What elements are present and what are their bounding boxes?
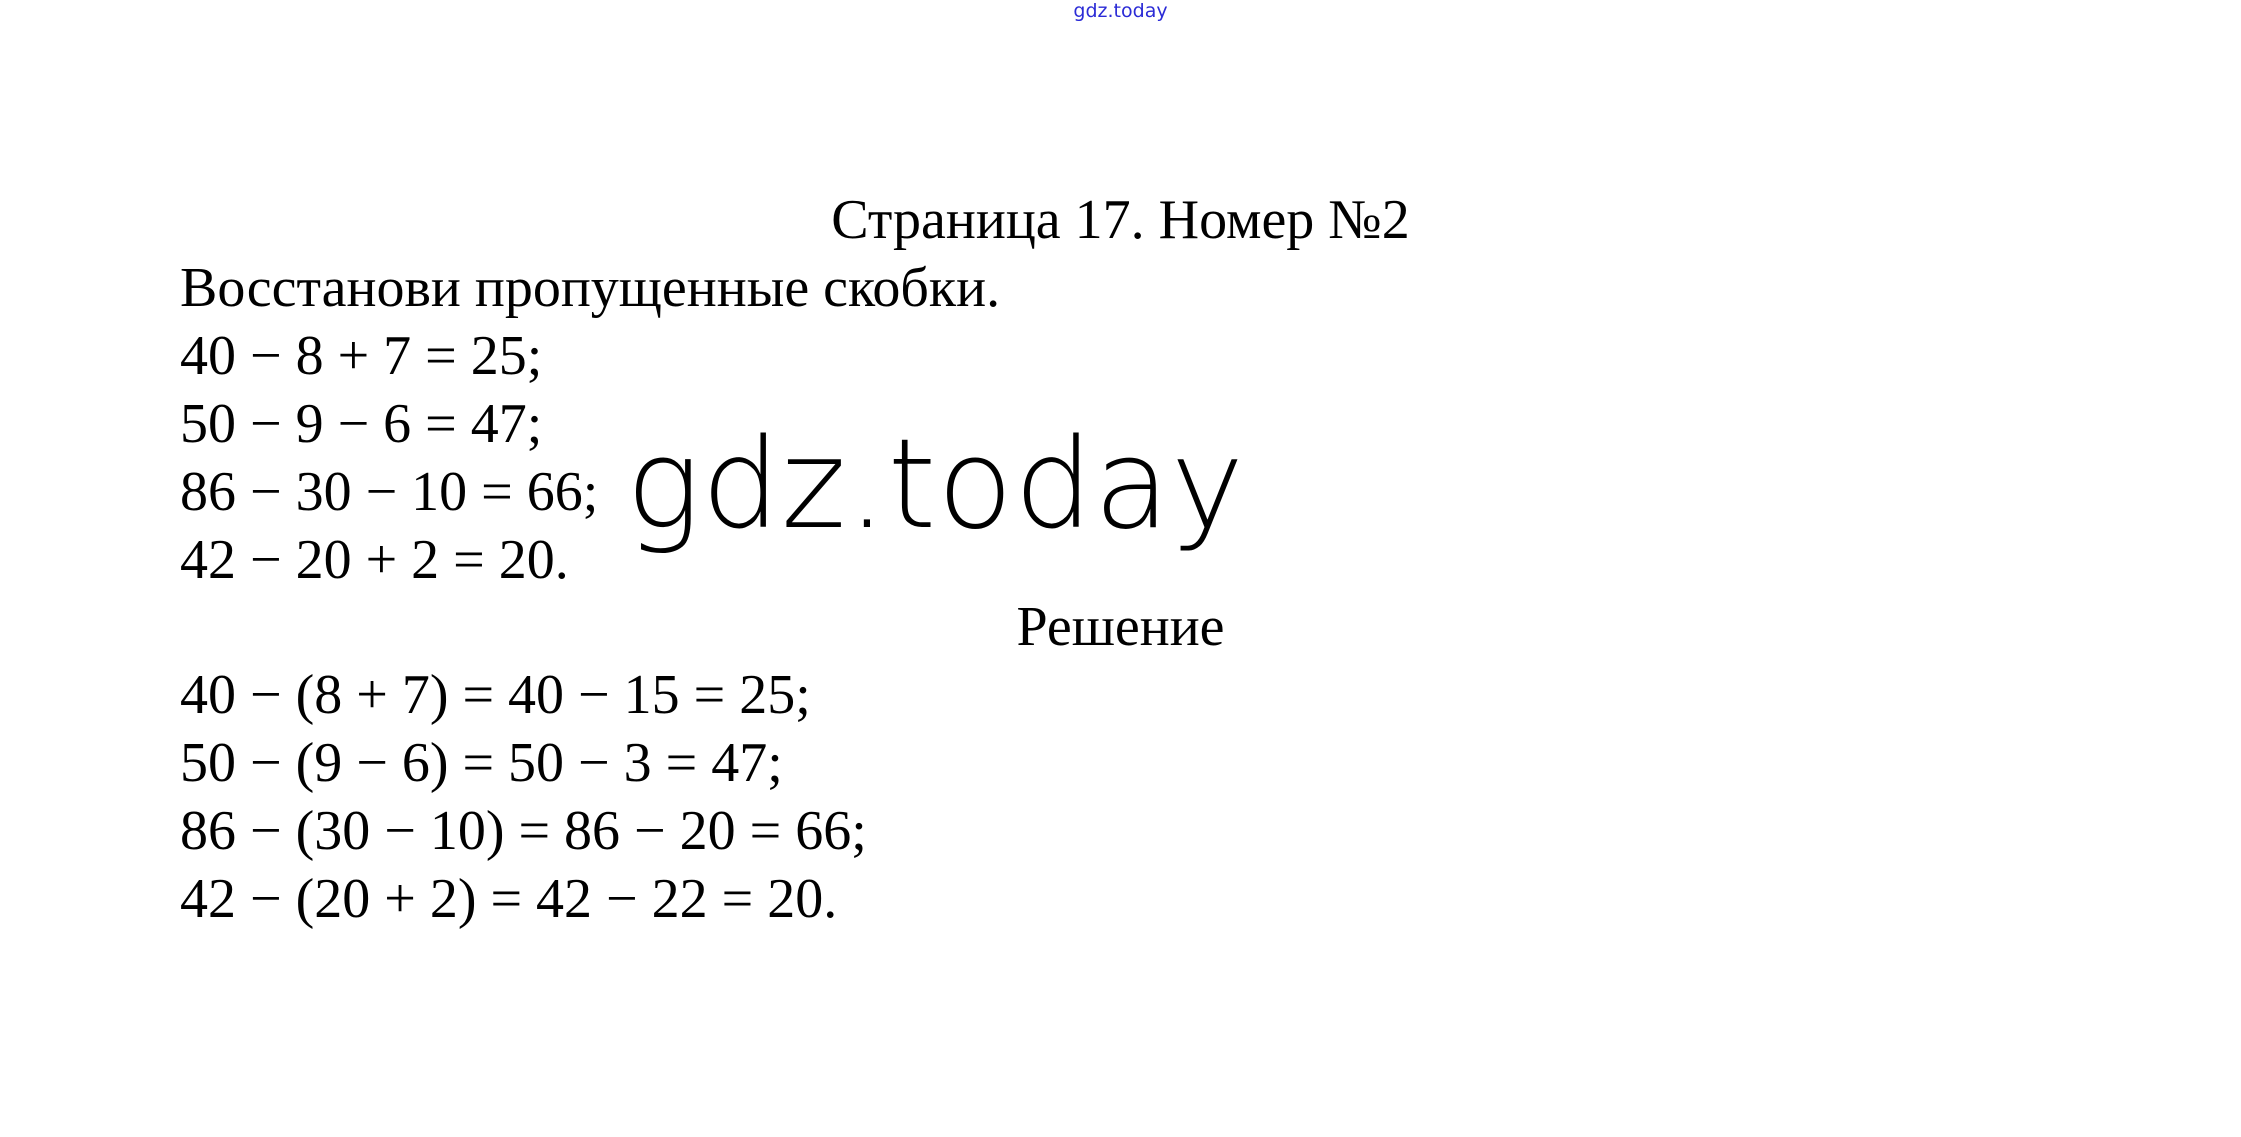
task-line-1: 40 − 8 + 7 = 25; — [180, 325, 543, 387]
solution-line-1: 40 − (8 + 7) = 40 − 15 = 25; — [180, 664, 811, 726]
page-title: Страница 17. Номер №2 — [831, 189, 1410, 251]
solution-line-2: 50 − (9 − 6) = 50 − 3 = 47; — [180, 732, 783, 794]
solution-line-3: 86 − (30 − 10) = 86 − 20 = 66; — [180, 800, 867, 862]
task-instruction: Восстанови пропущенные скобки. — [180, 257, 1001, 319]
center-watermark-logo: gdz.today — [626, 413, 1246, 557]
solution-block — [180, 661, 867, 933]
task-line-4: 42 − 20 + 2 = 20. — [180, 529, 569, 591]
solution-line-4: 42 − (20 + 2) = 42 − 22 = 20. — [180, 868, 838, 930]
top-watermark-logo: gdz.today — [1073, 0, 1168, 22]
solution-heading: Решение — [1016, 596, 1225, 658]
task-line-2: 50 − 9 − 6 = 47; — [180, 393, 543, 455]
task-line-3: 86 − 30 − 10 = 66; — [180, 461, 599, 523]
